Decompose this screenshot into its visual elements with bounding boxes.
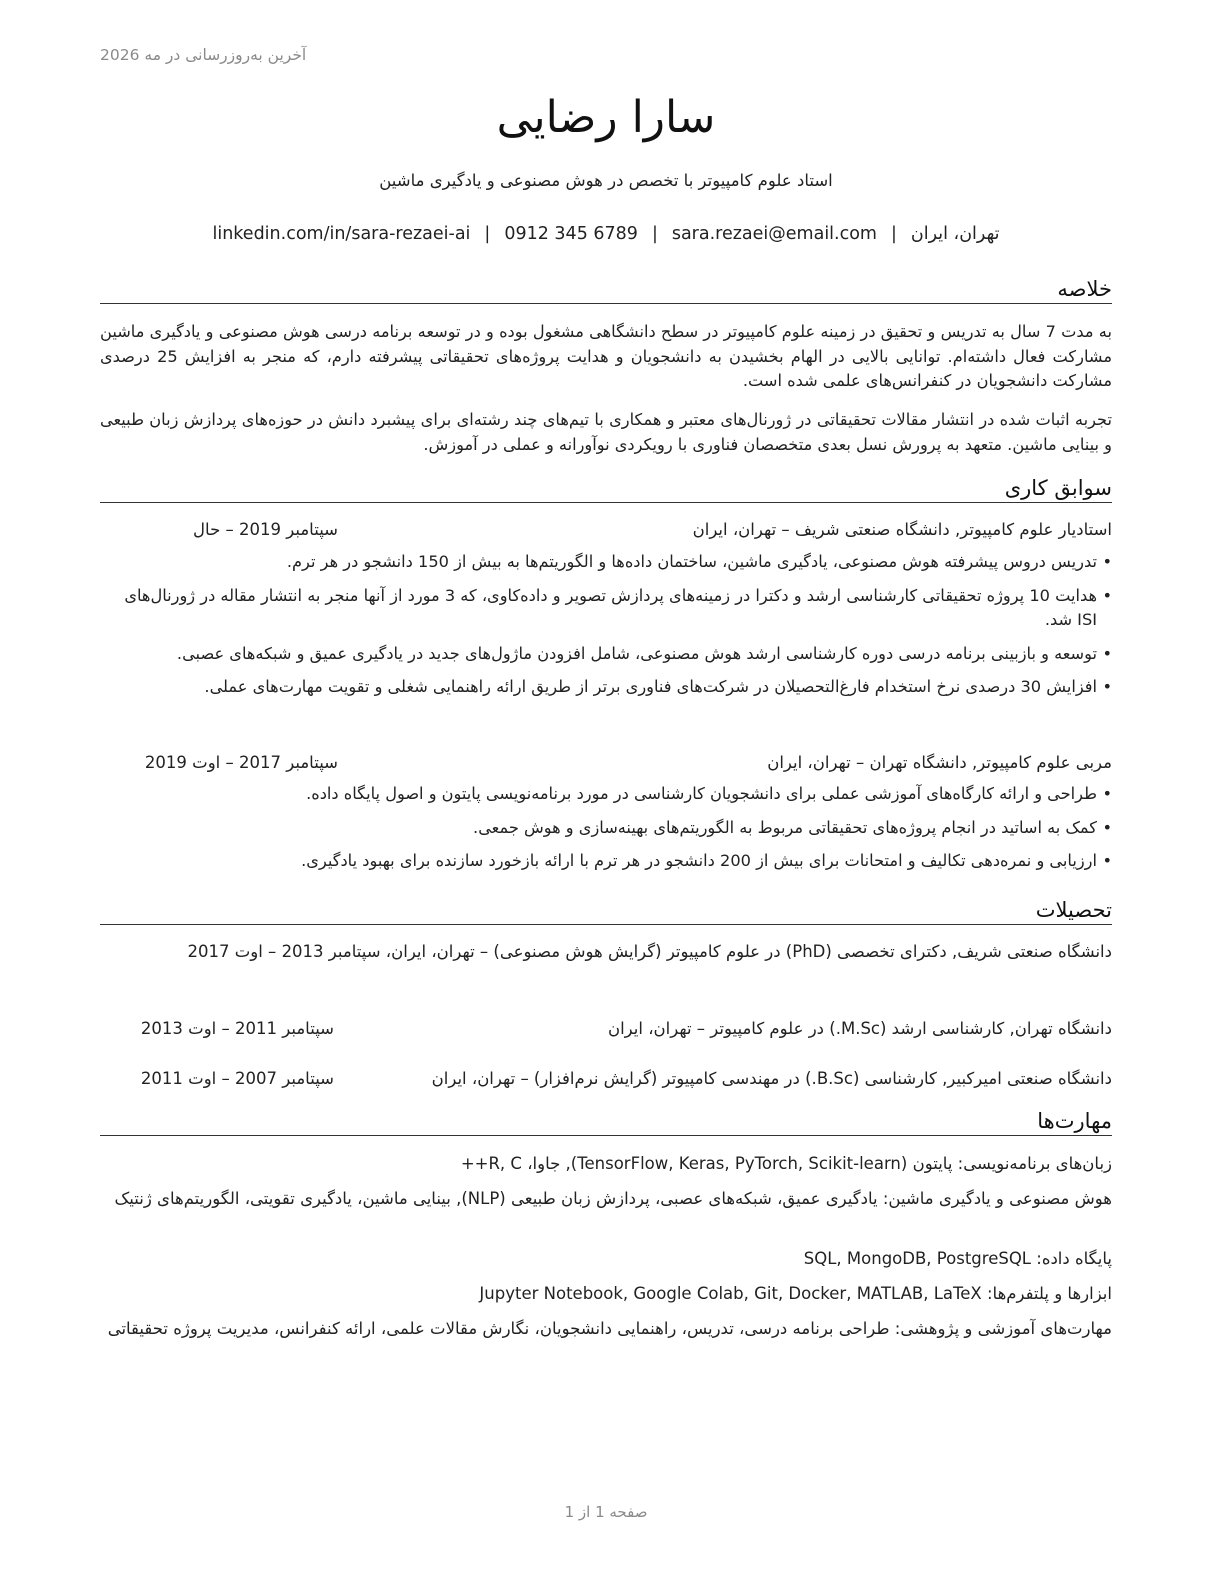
summary-heading: خلاصه [100, 276, 1112, 304]
job-title: استادیار علوم کامپیوتر, دانشگاه صنعتی شریف – تهران، ایران [692, 520, 1112, 539]
education-item [100, 1017, 1112, 1042]
experience-heading: سوابق کاری [100, 475, 1112, 503]
job-bullet: • هدایت 10 پروژه تحقیقاتی کارشناسی ارشد و دکترا در زمینه‌های پردازش تصویر و داده‌کاوی، که 3 مورد از آنها منجر به انتشار مقاله در ژورنال‌های ISI شد. [100, 584, 1112, 633]
education-dates: سپتامبر 2007 – اوت 2011 [140, 1069, 334, 1088]
contact-linkedin[interactable]: linkedin.com/in/sara-rezaei-ai [212, 224, 471, 244]
last-updated-note: آخرین به‌روزرسانی در مه 2026 [100, 46, 307, 64]
headline: استاد علوم کامپیوتر با تخصص در هوش مصنوعی و یادگیری ماشین [379, 171, 833, 190]
job-header [100, 751, 1112, 775]
skill-line: هوش مصنوعی و یادگیری ماشین: یادگیری عمیق، شبکه‌های عصبی، پردازش زبان طبیعی (NLP), بینایی ماشین، یادگیری تقویتی، الگوریتم‌های ژنتیک [114, 1189, 1112, 1208]
contact-separator: | [484, 224, 491, 244]
job-bullets [100, 550, 1112, 709]
education-degree: دانشگاه تهران, کارشناسی ارشد (M.Sc.) در علوم کامپیوتر – تهران، ایران [607, 1019, 1112, 1038]
job-end-date: حال [193, 520, 221, 539]
contact-email[interactable]: sara.rezaei@email.com [671, 224, 877, 244]
summary-paragraph: به مدت 7 سال به تدریس و تحقیق در زمینه علوم کامپیوتر در سطح دانشگاهی مشغول بوده و در توسعه برنامه درسی هوش مصنوعی و یادگیری ماشین مشارکت فعال داشته‌ام. توانایی بالایی در الهام بخشیدن به دانشجویان و هدایت پروژه‌های تحقیقاتی پیشرفته دارم، که منجر به افزایش 25 درصدی مشارکت دانشجویان در کنفرانس‌های علمی شده است. [100, 322, 1112, 390]
contact-separator: | [890, 224, 897, 244]
education-item [100, 940, 1112, 965]
page-number: صفحه 1 از 1 [564, 1503, 648, 1521]
job-header [100, 518, 1112, 542]
skills-heading: مهارت‌ها [100, 1108, 1112, 1136]
resume-page [100, 0, 1112, 1584]
job-bullet: • طراحی و ارائه کارگاه‌های آموزشی عملی برای دانشجویان کارشناسی در مورد برنامه‌نویسی پایتون و اصول پایگاه داده. [100, 782, 1112, 807]
contact-line [100, 224, 1112, 244]
education-degree: دانشگاه صنعتی شریف, دکترای تخصصی (PhD) در علوم کامپیوتر (گرایش هوش مصنوعی) – تهران، ایران، سپتامبر 2013 – اوت 2017 [187, 942, 1112, 961]
job-dates: سپتامبر 2017 – اوت 2019 [144, 753, 338, 772]
education-item [100, 1067, 1112, 1092]
job-bullet: • کمک به اساتید در انجام پروژه‌های تحقیقاتی مربوط به الگوریتم‌های بهینه‌سازی و هوش جمعی. [100, 816, 1112, 841]
job-title: مربی علوم کامپیوتر, دانشگاه تهران – تهران، ایران [767, 753, 1112, 772]
education-degree: دانشگاه صنعتی امیرکبیر, کارشناسی (B.Sc.) در مهندسی کامپیوتر (گرایش نرم‌افزار) – تهران، ایران [431, 1069, 1112, 1088]
skill-line: پایگاه داده: SQL, MongoDB, PostgreSQL [803, 1249, 1112, 1268]
contact-separator: | [651, 224, 658, 244]
skill-line: زبان‌های برنامه‌نویسی: پایتون (TensorFlow, Keras, PyTorch, Scikit-learn), جاوا، R, C++ [460, 1154, 1112, 1173]
job-end-date: اوت 2019 [144, 753, 221, 772]
job-start-date: سپتامبر 2017 [239, 753, 338, 772]
summary-paragraph: تجربه اثبات شده در انتشار مقالات تحقیقاتی در ژورنال‌های معتبر و همکاری با تیم‌های چند رشته‌ای برای پیشبرد دانش در حوزه‌های پردازش زبان طبیعی و بینایی ماشین. متعهد به پرورش نسل بعدی متخصصان فناوری با رویکردی نوآورانه و عملی در آموزش. [100, 410, 1112, 454]
job-bullet: • توسعه و بازبینی برنامه درسی دوره کارشناسی ارشد هوش مصنوعی، شامل افزودن ماژول‌های جدید در یادگیری عمیق و شبکه‌های عصبی. [100, 642, 1112, 667]
skill-line: ابزارها و پلتفرم‌ها: Jupyter Notebook, Google Colab, Git, Docker, MATLAB, LaTeX [479, 1284, 1112, 1303]
job-bullet: • تدریس دروس پیشرفته هوش مصنوعی، یادگیری ماشین، ساختمان داده‌ها و الگوریتم‌ها به بیش از 150 دانشجو در هر ترم. [100, 550, 1112, 575]
job-dates: سپتامبر 2019 – حال [193, 520, 338, 539]
job-bullets [100, 782, 1112, 883]
contact-phone[interactable]: 0912 345 6789 [504, 224, 638, 244]
education-heading: تحصیلات [100, 897, 1112, 925]
person-name: سارا رضایی [496, 92, 716, 143]
skill-line: مهارت‌های آموزشی و پژوهشی: طراحی برنامه درسی، تدریس، راهنمایی دانشجویان، نگارش مقالات علمی، ارائه کنفرانس، مدیریت پروژه تحقیقاتی [107, 1319, 1112, 1338]
job-start-date: سپتامبر 2019 [239, 520, 338, 539]
contact-location: تهران، ایران [910, 224, 1000, 244]
education-dates: سپتامبر 2011 – اوت 2013 [140, 1019, 334, 1038]
job-bullet: • ارزیابی و نمره‌دهی تکالیف و امتحانات برای بیش از 200 دانشجو در هر ترم با ارائه بازخورد سازنده برای بهبود یادگیری. [100, 849, 1112, 874]
job-bullet: • افزایش 30 درصدی نرخ استخدام فارغ‌التحصیلان در شرکت‌های فناوری برتر از طریق ارائه راهنمایی شغلی و تقویت مهارت‌های عملی. [100, 675, 1112, 700]
